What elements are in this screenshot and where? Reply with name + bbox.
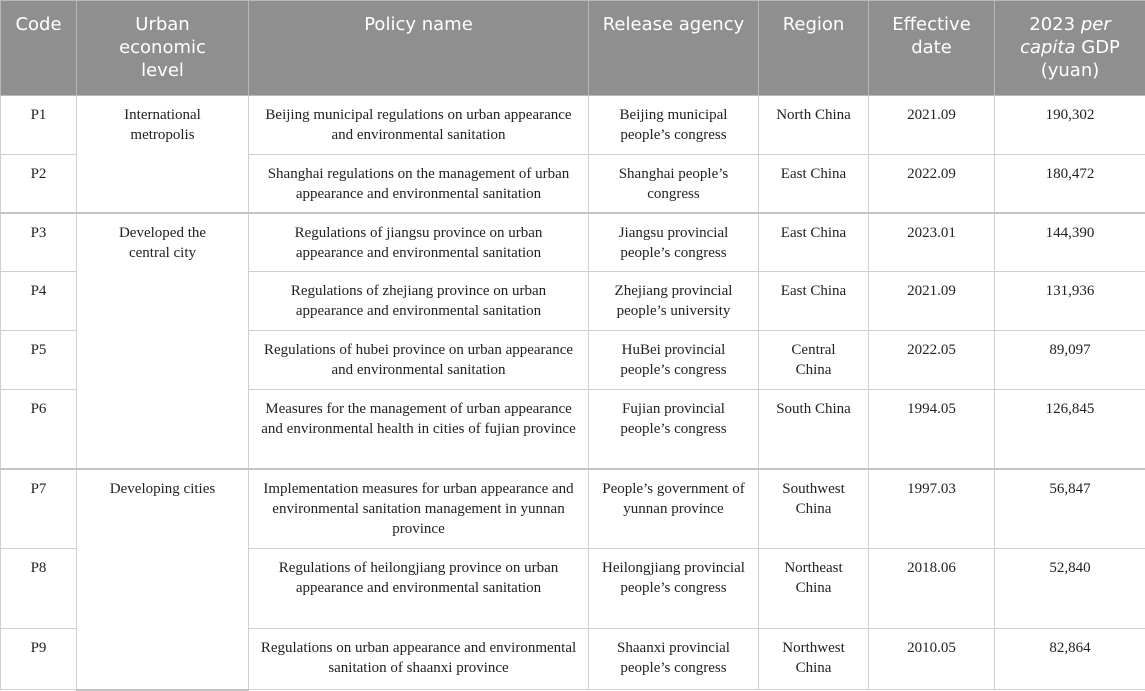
cell-date: 2023.01 xyxy=(869,213,995,272)
cell-gdp: 82,864 xyxy=(995,629,1145,690)
header-code: Code xyxy=(1,1,77,96)
cell-region: East China xyxy=(759,272,869,331)
cell-region: Northeast China xyxy=(759,549,869,629)
cell-code: P5 xyxy=(1,331,77,390)
table-row xyxy=(1,213,1145,272)
header-agency: Release agency xyxy=(589,1,759,96)
cell-policy: Shanghai regulations on the management of urban appearance and environmental sanitation xyxy=(249,155,589,213)
header-region: Region xyxy=(759,1,869,96)
cell-agency: HuBei provincial people’s congress xyxy=(589,331,759,390)
cell-policy: Beijing municipal regulations on urban appearance and environmental sanitation xyxy=(249,96,589,155)
header-policy: Policy name xyxy=(249,1,589,96)
cell-region: South China xyxy=(759,390,869,469)
cell-date: 2021.09 xyxy=(869,96,995,155)
cell-gdp: 126,845 xyxy=(995,390,1145,469)
cell-agency: Jiangsu provincial people’s congress xyxy=(589,213,759,272)
cell-agency: Shanghai people’s congress xyxy=(589,155,759,213)
cell-code: P2 xyxy=(1,155,77,213)
header-date: Effective date xyxy=(869,1,995,96)
cell-region: East China xyxy=(759,213,869,272)
cell-level: Developed the central city xyxy=(77,213,249,469)
cell-code: P9 xyxy=(1,629,77,690)
cell-code: P8 xyxy=(1,549,77,629)
cell-date: 1997.03 xyxy=(869,469,995,549)
cell-gdp: 52,840 xyxy=(995,549,1145,629)
cell-code: P4 xyxy=(1,272,77,331)
header-row xyxy=(1,1,1145,96)
cell-gdp: 190,302 xyxy=(995,96,1145,155)
cell-region: North China xyxy=(759,96,869,155)
cell-date: 2010.05 xyxy=(869,629,995,690)
cell-agency: Shaanxi provincial people’s congress xyxy=(589,629,759,690)
cell-policy: Regulations of zhejiang province on urban appearance and environmental sanitation xyxy=(249,272,589,331)
cell-code: P3 xyxy=(1,213,77,272)
cell-policy: Regulations on urban appearance and environmental sanitation of shaanxi province xyxy=(249,629,589,690)
cell-region: Southwest China xyxy=(759,469,869,549)
cell-gdp: 144,390 xyxy=(995,213,1145,272)
cell-date: 2021.09 xyxy=(869,272,995,331)
table-row xyxy=(1,96,1145,155)
cell-date: 2022.05 xyxy=(869,331,995,390)
cell-region: Central China xyxy=(759,331,869,390)
cell-region: East China xyxy=(759,155,869,213)
cell-gdp: 131,936 xyxy=(995,272,1145,331)
cell-code: P6 xyxy=(1,390,77,469)
cell-agency: Zhejiang provincial people’s university xyxy=(589,272,759,331)
cell-agency: Beijing municipal people’s congress xyxy=(589,96,759,155)
cell-date: 1994.05 xyxy=(869,390,995,469)
cell-policy: Regulations of jiangsu province on urban appearance and environmental sanitation xyxy=(249,213,589,272)
cell-agency: Fujian provincial people’s congress xyxy=(589,390,759,469)
cell-date: 2022.09 xyxy=(869,155,995,213)
cell-policy: Regulations of hubei province on urban appearance and environmental sanitation xyxy=(249,331,589,390)
cell-policy: Implementation measures for urban appearance and environmental sanitation management in yunnan province xyxy=(249,469,589,549)
cell-gdp: 89,097 xyxy=(995,331,1145,390)
cell-level: International metropolis xyxy=(77,96,249,213)
cell-gdp: 180,472 xyxy=(995,155,1145,213)
cell-date: 2018.06 xyxy=(869,549,995,629)
cell-region: Northwest China xyxy=(759,629,869,690)
header-gdp: 2023 per capita GDP (yuan) xyxy=(995,1,1145,96)
header-level: Urban economic level xyxy=(77,1,249,96)
cell-agency: Heilongjiang provincial people’s congress xyxy=(589,549,759,629)
cell-policy: Measures for the management of urban appearance and environmental health in cities of fujian province xyxy=(249,390,589,469)
cell-level: Developing cities xyxy=(77,469,249,690)
table-row xyxy=(1,469,1145,549)
cell-gdp: 56,847 xyxy=(995,469,1145,549)
cell-code: P1 xyxy=(1,96,77,155)
cell-agency: People’s government of yunnan province xyxy=(589,469,759,549)
cell-code: P7 xyxy=(1,469,77,549)
cell-policy: Regulations of heilongjiang province on urban appearance and environmental sanitation xyxy=(249,549,589,629)
